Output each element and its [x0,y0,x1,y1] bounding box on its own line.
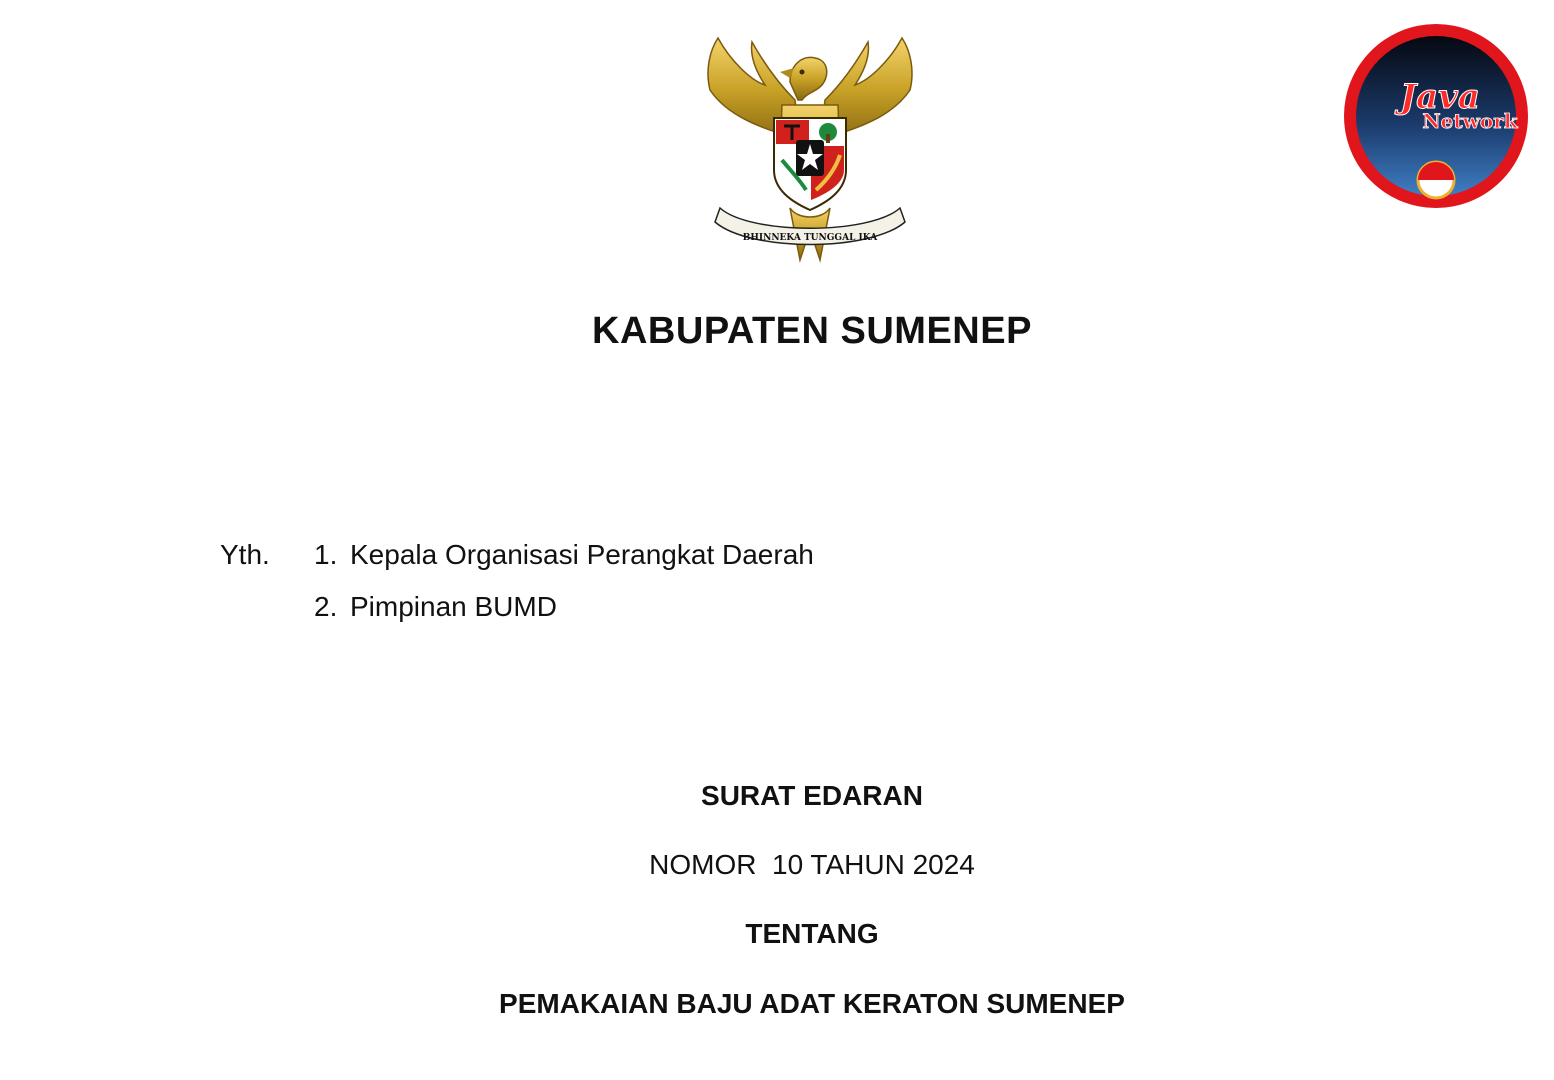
garuda-pancasila-emblem-icon [690,30,930,275]
list-item [220,535,814,587]
recipient-name: Kepala Organisasi Perangkat Daerah [350,539,814,570]
java-network-logo-icon [1340,20,1532,212]
document-about-label: TENTANG [745,918,879,949]
recipient-name: Pimpinan BUMD [350,591,557,622]
badge-line-java: Java [1400,77,1480,117]
salutation-label: Yth. [220,539,270,570]
document-subject: PEMAKAIAN BAJU ADAT KERATON SUMENEP [499,988,1125,1019]
list-item [220,587,814,639]
document-type: SURAT EDARAN [701,780,923,811]
salutation-spacer [220,587,314,639]
item-number: 2. [314,591,338,622]
badge-line-network: Network [1422,109,1518,133]
emblem-motto: BHINNEKA TUNGGAL IKA [742,233,878,243]
page-title: KABUPATEN SUMENEP [592,310,1032,352]
document-number: NOMOR 10 TAHUN 2024 [649,849,975,880]
item-number: 1. [314,539,338,570]
recipient-list [220,535,814,639]
